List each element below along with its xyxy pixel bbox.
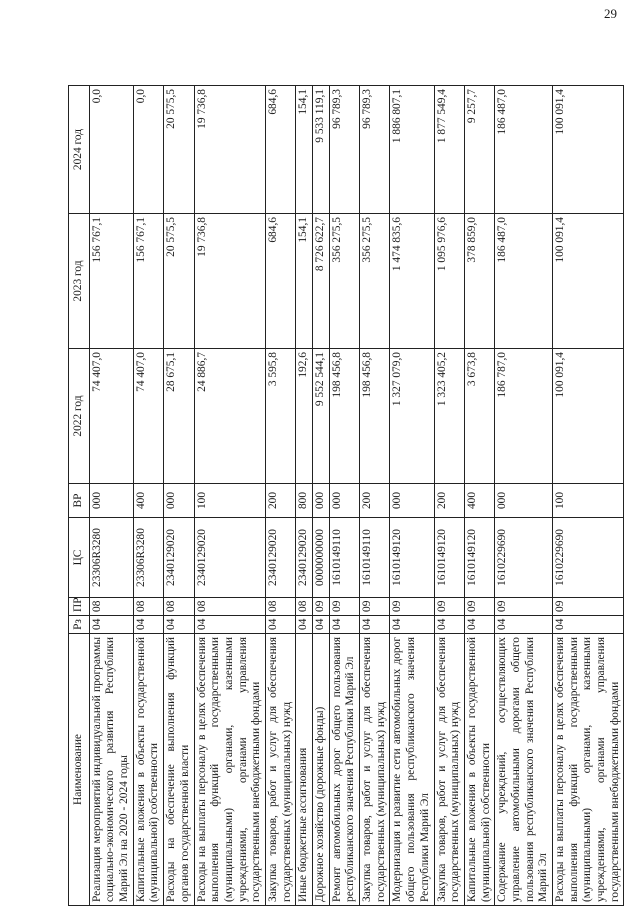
row-2022-cell: 9 552 544,1 bbox=[313, 349, 330, 484]
row-pr-cell: 08 bbox=[133, 598, 163, 616]
table-body bbox=[89, 86, 624, 906]
row-vr-cell: 400 bbox=[133, 484, 163, 518]
row-cs-cell: 1610149120 bbox=[434, 518, 464, 598]
row-cs-cell: 1610149120 bbox=[464, 518, 494, 598]
row-2022-cell: 74 407,0 bbox=[133, 349, 163, 484]
budget-table bbox=[68, 85, 624, 906]
row-2024-cell: 96 789,3 bbox=[329, 86, 359, 214]
table-row bbox=[164, 86, 194, 906]
row-rz-cell: 04 bbox=[390, 616, 434, 634]
row-cs-cell: 23306R3280 bbox=[133, 518, 163, 598]
row-pr-cell: 08 bbox=[89, 598, 133, 616]
row-2022-cell: 3 595,8 bbox=[265, 349, 295, 484]
row-2024-cell: 9 257,7 bbox=[464, 86, 494, 214]
row-cs-cell: 2340129020 bbox=[296, 518, 313, 598]
row-name-cell: Капитальные вложения в объекты государственной (муниципальной) собственности bbox=[133, 634, 163, 906]
rotated-table-container bbox=[68, 86, 624, 906]
row-name-cell: Содержание учреждений, осуществляющих управление автомобильными дорогами общего пользования республиканского значения Республики Марий Эл bbox=[495, 634, 553, 906]
table-row bbox=[390, 86, 434, 906]
row-rz-cell: 04 bbox=[133, 616, 163, 634]
row-vr-cell: 200 bbox=[434, 484, 464, 518]
row-2024-cell: 20 575,5 bbox=[164, 86, 194, 214]
header-2022: 2022 год bbox=[69, 349, 90, 484]
row-2022-cell: 100 091,4 bbox=[553, 349, 624, 484]
table-row bbox=[133, 86, 163, 906]
row-2022-cell: 74 407,0 bbox=[89, 349, 133, 484]
row-vr-cell: 100 bbox=[553, 484, 624, 518]
row-2022-cell: 198 456,8 bbox=[329, 349, 359, 484]
row-vr-cell: 000 bbox=[495, 484, 553, 518]
table-row bbox=[464, 86, 494, 906]
row-2024-cell: 96 789,3 bbox=[360, 86, 390, 214]
table-row bbox=[313, 86, 330, 906]
row-2024-cell: 684,6 bbox=[265, 86, 295, 214]
row-vr-cell: 400 bbox=[464, 484, 494, 518]
table-row bbox=[360, 86, 390, 906]
row-vr-cell: 000 bbox=[329, 484, 359, 518]
row-2022-cell: 1 323 405,2 bbox=[434, 349, 464, 484]
row-cs-cell: 1610149110 bbox=[329, 518, 359, 598]
table-row bbox=[495, 86, 553, 906]
row-name-cell: Расходы на обеспечение выполнения функций органов государственной власти bbox=[164, 634, 194, 906]
row-rz-cell: 04 bbox=[296, 616, 313, 634]
row-name-cell: Закупка товаров, работ и услуг для обеспечения государственных (муниципальных) нужд bbox=[265, 634, 295, 906]
row-name-cell: Капитальные вложения в объекты государственной (муниципальной) собственности bbox=[464, 634, 494, 906]
row-2022-cell: 3 673,8 bbox=[464, 349, 494, 484]
row-rz-cell: 04 bbox=[164, 616, 194, 634]
row-pr-cell: 08 bbox=[265, 598, 295, 616]
row-2022-cell: 198 456,8 bbox=[360, 349, 390, 484]
row-vr-cell: 000 bbox=[164, 484, 194, 518]
row-cs-cell: 23306R3280 bbox=[89, 518, 133, 598]
row-vr-cell: 000 bbox=[313, 484, 330, 518]
table-row bbox=[296, 86, 313, 906]
row-cs-cell: 2340129020 bbox=[194, 518, 265, 598]
row-pr-cell: 09 bbox=[329, 598, 359, 616]
table-row bbox=[553, 86, 624, 906]
row-name-cell: Дорожное хозяйство (дорожные фонды) bbox=[313, 634, 330, 906]
header-2024: 2024 год bbox=[69, 86, 90, 214]
row-2024-cell: 9 533 119,1 bbox=[313, 86, 330, 214]
row-rz-cell: 04 bbox=[434, 616, 464, 634]
row-vr-cell: 100 bbox=[194, 484, 265, 518]
row-2023-cell: 8 726 622,7 bbox=[313, 214, 330, 349]
table-row bbox=[194, 86, 265, 906]
row-vr-cell: 200 bbox=[265, 484, 295, 518]
row-2022-cell: 28 675,1 bbox=[164, 349, 194, 484]
row-2023-cell: 156 767,1 bbox=[133, 214, 163, 349]
row-pr-cell: 08 bbox=[296, 598, 313, 616]
row-rz-cell: 04 bbox=[329, 616, 359, 634]
row-2023-cell: 356 275,5 bbox=[329, 214, 359, 349]
row-pr-cell: 09 bbox=[464, 598, 494, 616]
row-vr-cell: 000 bbox=[89, 484, 133, 518]
row-cs-cell: 0000000000 bbox=[313, 518, 330, 598]
row-2023-cell: 378 859,0 bbox=[464, 214, 494, 349]
row-2022-cell: 192,6 bbox=[296, 349, 313, 484]
row-rz-cell: 04 bbox=[464, 616, 494, 634]
table-row bbox=[329, 86, 359, 906]
row-name-cell: Иные бюджетные ассигнования bbox=[296, 634, 313, 906]
row-2022-cell: 186 787,0 bbox=[495, 349, 553, 484]
row-rz-cell: 04 bbox=[89, 616, 133, 634]
row-2023-cell: 1 095 976,6 bbox=[434, 214, 464, 349]
row-cs-cell: 1610149110 bbox=[360, 518, 390, 598]
row-name-cell: Реализация мероприятий индивидуальной программы социально-экономического развития Республики Марий Эл на 2020 - 2024 годы bbox=[89, 634, 133, 906]
row-pr-cell: 09 bbox=[360, 598, 390, 616]
row-2023-cell: 684,6 bbox=[265, 214, 295, 349]
row-pr-cell: 09 bbox=[390, 598, 434, 616]
table-row bbox=[89, 86, 133, 906]
row-pr-cell: 09 bbox=[313, 598, 330, 616]
row-name-cell: Модернизация и развитие сети автомобильных дорог общего пользования республиканского значения Республики Марий Эл bbox=[390, 634, 434, 906]
table-row bbox=[434, 86, 464, 906]
row-2022-cell: 24 886,7 bbox=[194, 349, 265, 484]
row-2024-cell: 154,1 bbox=[296, 86, 313, 214]
header-cs: ЦС bbox=[69, 518, 90, 598]
page-number: 29 bbox=[604, 6, 617, 21]
row-cs-cell: 2340129020 bbox=[265, 518, 295, 598]
row-rz-cell: 04 bbox=[495, 616, 553, 634]
table-row bbox=[265, 86, 295, 906]
header-vr: ВР bbox=[69, 484, 90, 518]
row-pr-cell: 09 bbox=[553, 598, 624, 616]
row-pr-cell: 08 bbox=[164, 598, 194, 616]
row-pr-cell: 09 bbox=[434, 598, 464, 616]
row-rz-cell: 04 bbox=[194, 616, 265, 634]
row-2023-cell: 19 736,8 bbox=[194, 214, 265, 349]
row-rz-cell: 04 bbox=[553, 616, 624, 634]
row-2023-cell: 356 275,5 bbox=[360, 214, 390, 349]
row-2024-cell: 1 886 807,1 bbox=[390, 86, 434, 214]
row-2022-cell: 1 327 079,0 bbox=[390, 349, 434, 484]
table-header-row bbox=[69, 86, 90, 906]
row-name-cell: Расходы на выплаты персоналу в целях обеспечения выполнения функций государственными (муниципальными) органами, казенными учреждениями, органами управления государственными внебюджетными фондами bbox=[194, 634, 265, 906]
row-rz-cell: 04 bbox=[313, 616, 330, 634]
row-pr-cell: 09 bbox=[495, 598, 553, 616]
header-2023: 2023 год bbox=[69, 214, 90, 349]
row-cs-cell: 1610229690 bbox=[553, 518, 624, 598]
header-pr: ПР bbox=[69, 598, 90, 616]
header-rz: Рз bbox=[69, 616, 90, 634]
row-cs-cell: 1610149120 bbox=[390, 518, 434, 598]
row-2024-cell: 1 877 549,4 bbox=[434, 86, 464, 214]
header-name: Наименование bbox=[69, 634, 90, 906]
row-vr-cell: 200 bbox=[360, 484, 390, 518]
row-name-cell: Расходы на выплаты персоналу в целях обеспечения выполнения функций государственными (муниципальными) органами, казенными учреждениями, органами управления государственными внебюджетными фондами bbox=[553, 634, 624, 906]
row-2023-cell: 100 091,4 bbox=[553, 214, 624, 349]
row-2024-cell: 0,0 bbox=[89, 86, 133, 214]
row-pr-cell: 08 bbox=[194, 598, 265, 616]
row-name-cell: Закупка товаров, работ и услуг для обеспечения государственных (муниципальных) нужд bbox=[360, 634, 390, 906]
row-rz-cell: 04 bbox=[360, 616, 390, 634]
row-2024-cell: 19 736,8 bbox=[194, 86, 265, 214]
row-cs-cell: 2340129020 bbox=[164, 518, 194, 598]
row-2023-cell: 156 767,1 bbox=[89, 214, 133, 349]
row-2023-cell: 154,1 bbox=[296, 214, 313, 349]
row-rz-cell: 04 bbox=[265, 616, 295, 634]
row-name-cell: Ремонт автомобильных дорог общего пользования республиканского значения Республики Марий Эл bbox=[329, 634, 359, 906]
row-vr-cell: 000 bbox=[390, 484, 434, 518]
row-2023-cell: 186 487,0 bbox=[495, 214, 553, 349]
row-vr-cell: 800 bbox=[296, 484, 313, 518]
row-name-cell: Закупка товаров, работ и услуг для обеспечения государственных (муниципальных) нужд bbox=[434, 634, 464, 906]
row-2024-cell: 186 487,0 bbox=[495, 86, 553, 214]
row-cs-cell: 1610229690 bbox=[495, 518, 553, 598]
row-2024-cell: 100 091,4 bbox=[553, 86, 624, 214]
row-2023-cell: 1 474 835,6 bbox=[390, 214, 434, 349]
row-2024-cell: 0,0 bbox=[133, 86, 163, 214]
row-2023-cell: 20 575,5 bbox=[164, 214, 194, 349]
